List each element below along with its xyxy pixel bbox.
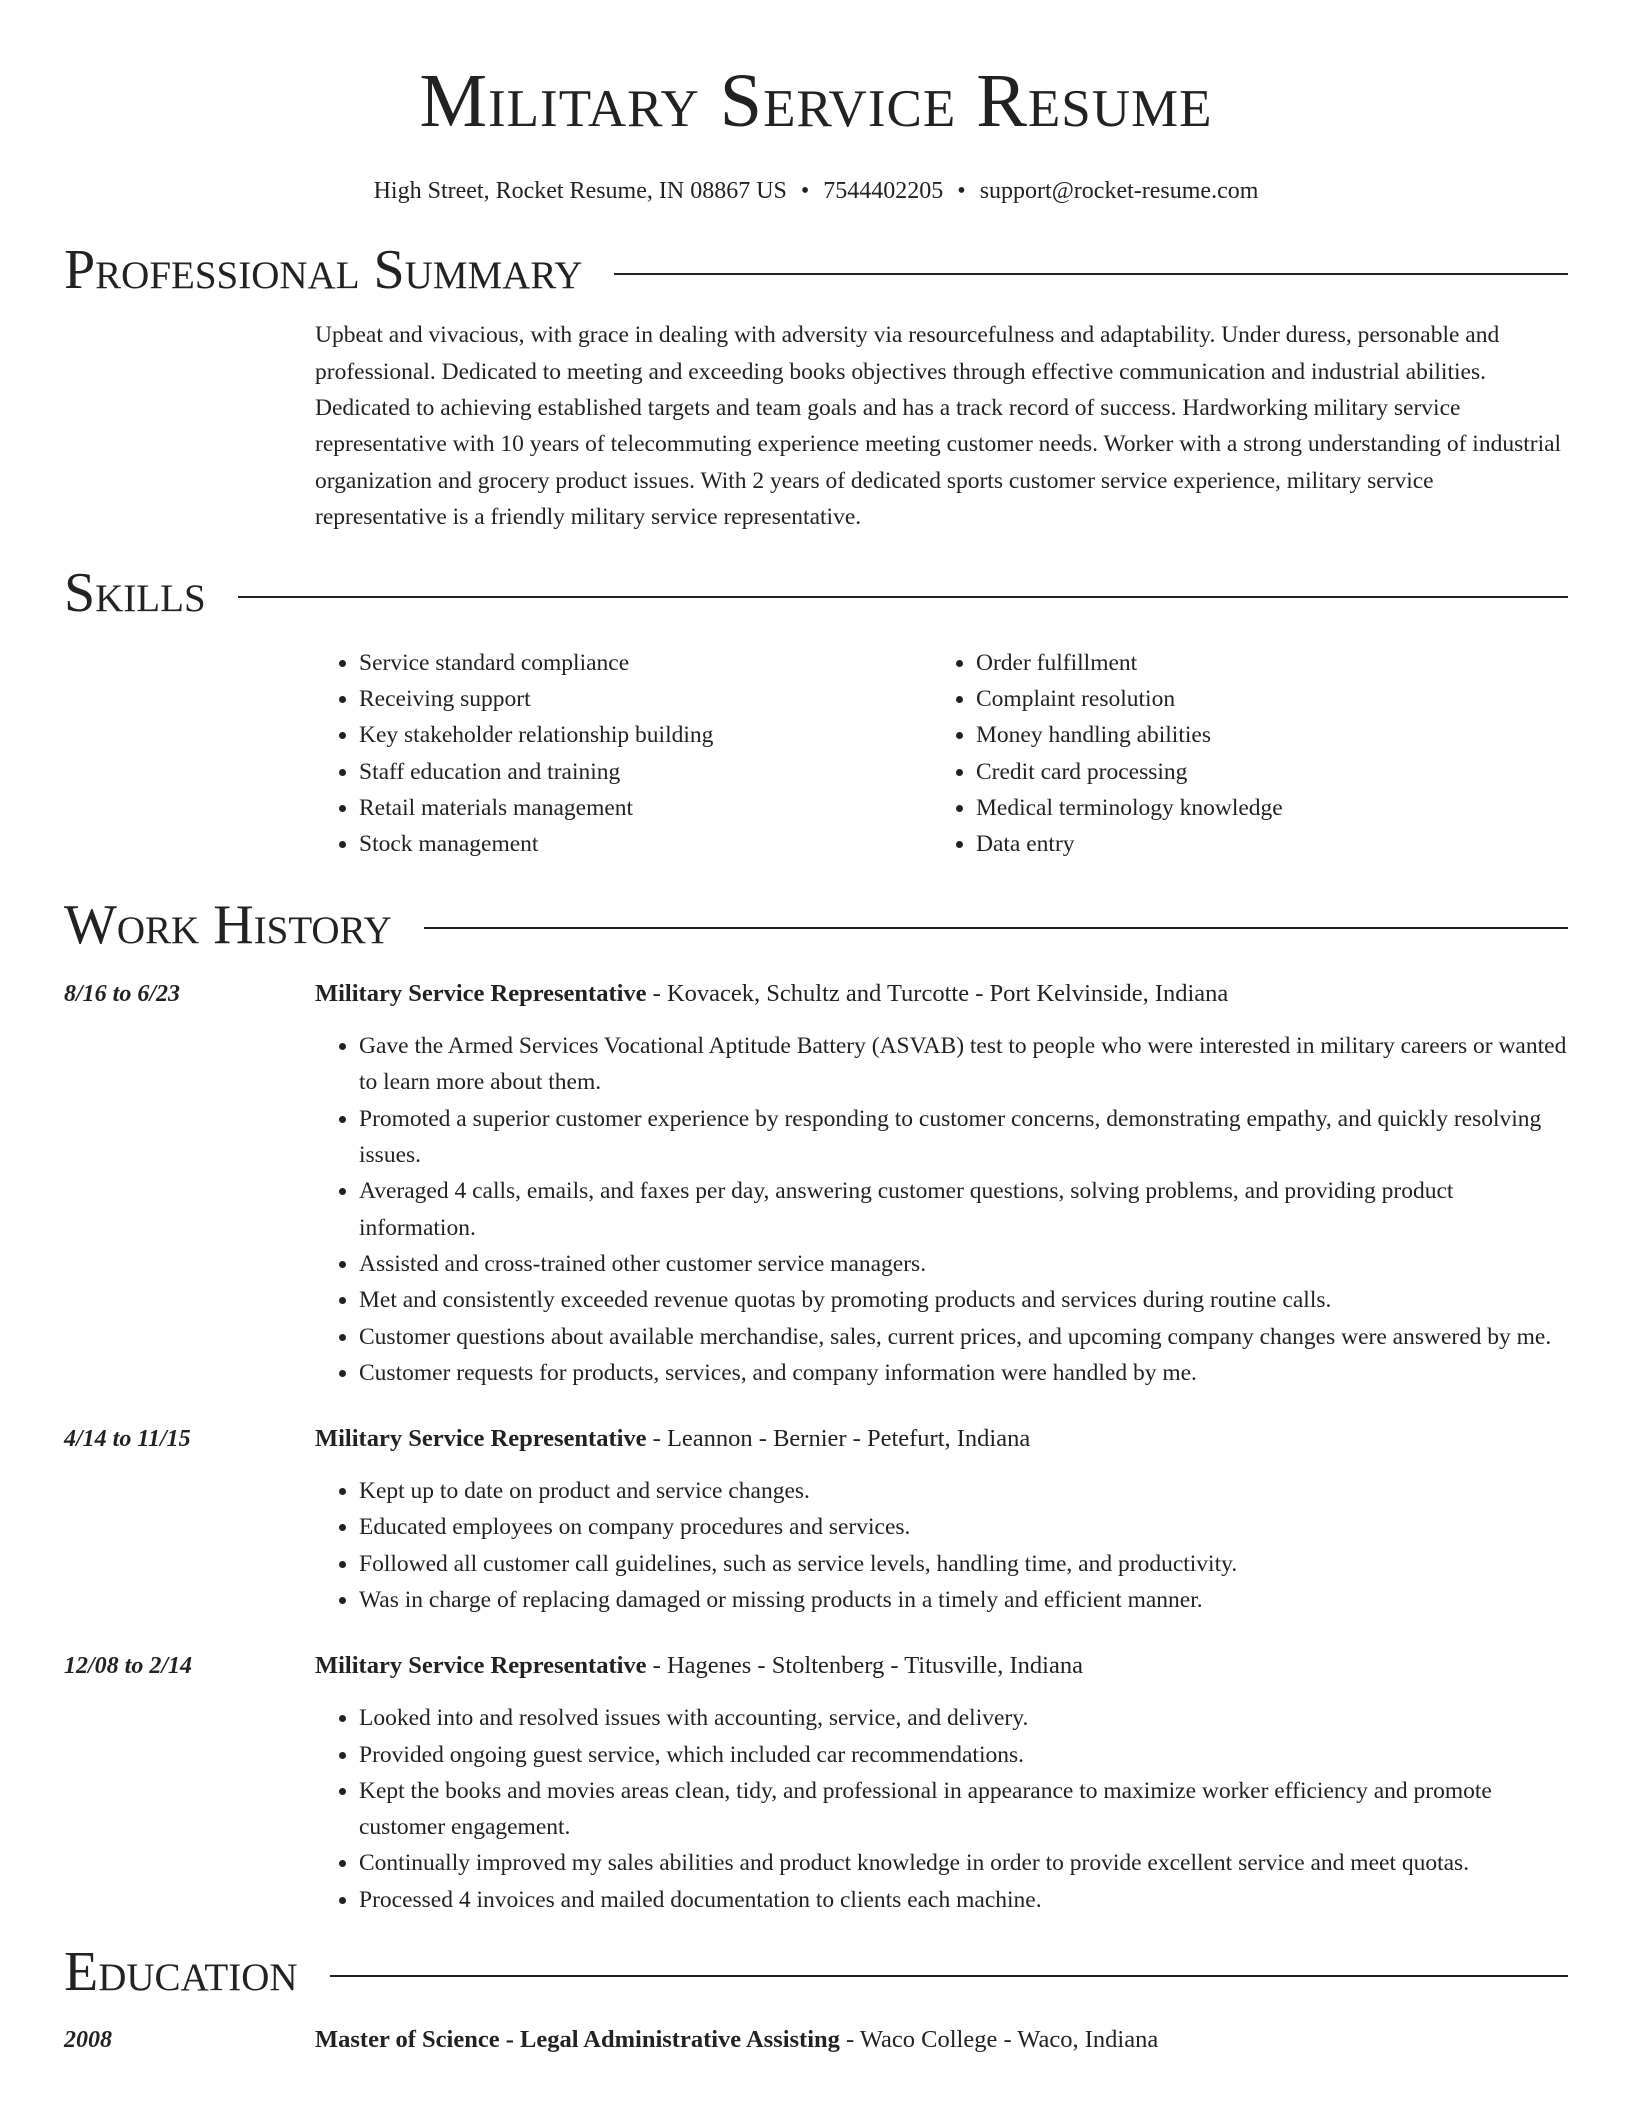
job-dates: 4/14 to 11/15 <box>64 1426 191 1453</box>
section-divider <box>614 273 1568 275</box>
skill-item: • Key stakeholder relationship building <box>359 717 932 753</box>
job-bullets <box>315 1473 1568 1618</box>
summary-text: Upbeat and vivacious, with grace in dealing with adversity via resourcefulness and adaptability. Under duress, personable and professional. Dedicated to meeting and exceeding books objectives through effective communication and industrial abilities. Dedicated to achieving established targets and team goals and has a track record of success. Hardworking military service representative with 10 years of telecommuting experience meeting customer needs. Worker with a strong understanding of industrial organization and grocery product issues. With 2 years of dedicated sports customer service experience, military service representative is a friendly military service representative. <box>315 322 1562 530</box>
job-bullet: • Processed 4 invoices and mailed documentation to clients each machine. <box>359 1882 1568 1918</box>
contact-email: support@rocket-resume.com <box>979 178 1259 204</box>
degree-title: Master of Science - Legal Administrative Assisting <box>315 2025 840 2053</box>
job-details <box>315 976 1568 1391</box>
job-title: Military Service Representative <box>315 1652 647 1680</box>
skills-list-right <box>932 645 1549 863</box>
job-bullet: • Looked into and resolved issues with accounting, service, and delivery. <box>359 1700 1568 1736</box>
work-heading: Work History <box>64 893 392 956</box>
job-bullet: • Kept up to date on product and service changes. <box>359 1473 1568 1509</box>
skills-section-header <box>64 563 1568 625</box>
education-details <box>315 2022 1568 2058</box>
job-bullet: • Continually improved my sales abilities and product knowledge in order to provide excellent service and meet quotas. <box>359 1845 1568 1881</box>
job-title-line <box>315 1421 1568 1457</box>
skill-item: • Credit card processing <box>976 754 1549 790</box>
job-details <box>315 1648 1568 1918</box>
skills-heading: Skills <box>64 562 206 625</box>
education-title-line <box>315 2022 1568 2058</box>
skill-item: • Data entry <box>976 826 1549 862</box>
contact-address: High Street, Rocket Resume, IN 08867 US <box>373 178 787 204</box>
school-name: - Waco College - Waco, Indiana <box>839 2025 1159 2053</box>
contact-phone: 7544402205 <box>823 178 944 204</box>
skill-item: • Staff education and training <box>359 754 932 790</box>
skills-grid <box>315 645 1568 863</box>
job-dates: 8/16 to 6/23 <box>64 981 181 1008</box>
job-bullet: • Met and consistently exceeded revenue quotas by promoting products and services during routine calls. <box>359 1282 1568 1318</box>
skill-item: • Order fulfillment <box>976 645 1549 681</box>
contact-separator: • <box>957 178 966 204</box>
job-bullet: • Averaged 4 calls, emails, and faxes per day, answering customer questions, solving problems, and providing product information. <box>359 1173 1568 1246</box>
education-heading: Education <box>64 1941 298 2004</box>
skill-item: • Retail materials management <box>359 790 932 826</box>
job-title: Military Service Representative <box>315 1425 647 1453</box>
job-details <box>315 1421 1568 1618</box>
skill-item: • Stock management <box>359 826 932 862</box>
job-bullet: • Was in charge of replacing damaged or missing products in a timely and efficient manner. <box>359 1582 1568 1618</box>
skill-item: • Money handling abilities <box>976 717 1549 753</box>
job-entry <box>64 976 1568 1391</box>
job-bullet: • Customer questions about available merchandise, sales, current prices, and upcoming company changes were answered by me. <box>359 1319 1568 1355</box>
job-title-line <box>315 1648 1568 1684</box>
skill-item: • Complaint resolution <box>976 681 1549 717</box>
job-bullet: • Gave the Armed Services Vocational Aptitude Battery (ASVAB) test to people who were interested in military careers or wanted to learn more about them. <box>359 1028 1568 1101</box>
resume-title: Military Service Resume <box>419 59 1213 143</box>
job-entry <box>64 1648 1568 1918</box>
job-bullet: • Kept the books and movies areas clean, tidy, and professional in appearance to maximize worker efficiency and promote customer engagement. <box>359 1773 1568 1846</box>
job-bullets <box>315 1028 1568 1391</box>
summary-section-header <box>64 240 1568 302</box>
job-entry <box>64 1421 1568 1618</box>
work-section-header <box>64 895 1568 957</box>
job-bullet: • Assisted and cross-trained other customer service managers. <box>359 1246 1568 1282</box>
skills-list-left <box>315 645 932 863</box>
skill-item: • Service standard compliance <box>359 645 932 681</box>
education-entry <box>64 2022 1568 2058</box>
job-bullet: • Customer requests for products, services, and company information were handled by me. <box>359 1355 1568 1391</box>
job-bullet: • Followed all customer call guidelines, such as service levels, handling time, and productivity. <box>359 1546 1568 1582</box>
section-divider <box>424 927 1568 929</box>
education-dates: 2008 <box>64 2026 112 2053</box>
section-divider <box>330 1975 1568 1977</box>
contact-line <box>64 177 1568 206</box>
job-employer: - Hagenes - Stoltenberg - Titusville, Indiana <box>646 1652 1083 1680</box>
section-divider <box>238 596 1568 598</box>
job-bullet: • Provided ongoing guest service, which included car recommendations. <box>359 1737 1568 1773</box>
skill-item: • Medical terminology knowledge <box>976 790 1549 826</box>
job-employer: - Leannon - Bernier - Petefurt, Indiana <box>646 1425 1031 1453</box>
job-title-line <box>315 976 1568 1012</box>
summary-heading: Professional Summary <box>64 238 583 301</box>
job-title: Military Service Representative <box>315 980 647 1008</box>
contact-separator: • <box>800 178 810 204</box>
skill-item: • Receiving support <box>359 681 932 717</box>
job-bullet: • Promoted a superior customer experience by responding to customer concerns, demonstrating empathy, and quickly resolving issues. <box>359 1101 1568 1174</box>
job-dates: 12/08 to 2/14 <box>64 1653 193 1680</box>
education-section-header <box>64 1942 1568 2004</box>
job-bullets <box>315 1700 1568 1918</box>
job-employer: - Kovacek, Schultz and Turcotte - Port Kelvinside, Indiana <box>646 980 1229 1008</box>
job-bullet: • Educated employees on company procedures and services. <box>359 1509 1568 1545</box>
